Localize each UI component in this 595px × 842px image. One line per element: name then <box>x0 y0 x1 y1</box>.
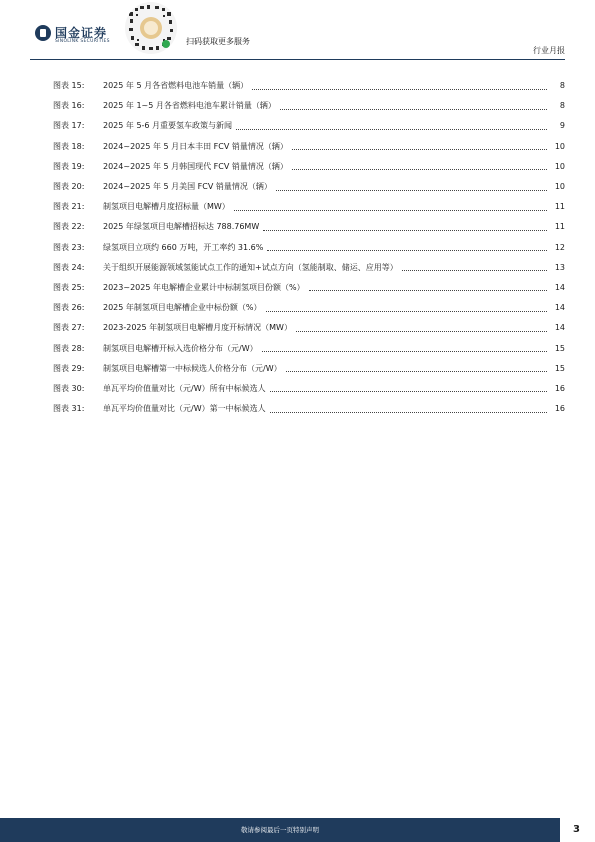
toc-entry-label: 图表 15: <box>53 81 85 91</box>
toc-entry-leader <box>280 108 547 110</box>
toc-entry-leader <box>267 249 547 251</box>
logo-english-name: SINOLINK SECURITIES <box>55 39 110 44</box>
toc-entry[interactable] <box>53 399 565 419</box>
toc-entry-title: 2024~2025 年 5 月韩国现代 FCV 销量情况（辆） <box>103 161 288 171</box>
toc-entry-title: 2025 年 1~5 月各省燃料电池车累计销量（辆） <box>103 101 276 111</box>
toc-entry-page: 16 <box>554 383 565 393</box>
toc-entry[interactable] <box>53 298 565 318</box>
qr-code-icon <box>125 2 177 54</box>
toc-entry-leader <box>292 168 547 170</box>
company-logo-icon <box>35 25 51 41</box>
toc-entry-title: 制氢项目电解槽开标入选价格分布（元/W） <box>103 343 258 353</box>
toc-entry-leader <box>266 310 547 312</box>
page-header <box>0 0 595 60</box>
header-divider <box>30 59 565 60</box>
footer-disclaimer: 敬请参阅最后一页特别声明 <box>241 826 319 834</box>
toc-entry[interactable] <box>53 359 565 379</box>
toc-entry-page: 11 <box>554 202 565 212</box>
toc-entry-page: 11 <box>554 222 565 232</box>
toc-entry-page: 10 <box>554 161 565 171</box>
toc-entry-leader <box>262 350 547 352</box>
toc-entry-page: 10 <box>554 141 565 151</box>
toc-entry-page: 14 <box>554 323 565 333</box>
toc-entry-page: 9 <box>559 121 565 131</box>
toc-entry-title: 2024~2025 年 5 月美国 FCV 销量情况（辆） <box>103 182 272 192</box>
toc-entry-title: 2025 年制氢项目电解槽企业中标份额（%） <box>103 303 262 313</box>
toc-entry-page: 14 <box>554 303 565 313</box>
toc-entry[interactable] <box>53 177 565 197</box>
toc-entry[interactable] <box>53 379 565 399</box>
toc-entry[interactable] <box>53 318 565 338</box>
toc-entry-label: 图表 22: <box>53 222 85 232</box>
toc-entry-title: 2025 年 5-6 月重要氢车政策与新闻 <box>103 121 233 131</box>
toc-entry-title: 2024~2025 年 5 月日本丰田 FCV 销量情况（辆） <box>103 141 288 151</box>
toc-entry-label: 图表 26: <box>53 303 85 313</box>
toc-entry-page: 14 <box>554 282 565 292</box>
toc-entry-title: 制氢项目电解槽第一中标候选人价格分布（元/W） <box>103 363 282 373</box>
toc-entry-label: 图表 27: <box>53 323 85 333</box>
toc-entry[interactable] <box>53 238 565 258</box>
toc-entry-title: 单瓦平均价值量对比（元/W）第一中标候选人 <box>103 404 266 414</box>
toc-entry-title: 2025 年 5 月各省燃料电池车销量（辆） <box>103 81 249 91</box>
toc-entry-label: 图表 31: <box>53 404 85 414</box>
toc-entry[interactable] <box>53 116 565 136</box>
toc-entry-leader <box>263 229 547 231</box>
toc-entry-title: 2023-2025 年制氢项目电解槽月度开标情况（MW） <box>103 323 292 333</box>
toc-entry-label: 图表 19: <box>53 161 85 171</box>
toc-entry-title: 2025 年绿氢项目电解槽招标达 788.76MW <box>103 222 260 232</box>
report-type-label: 行业月报 <box>533 46 565 55</box>
toc-entry-page: 12 <box>554 242 565 252</box>
toc-entry-leader <box>270 390 547 392</box>
toc-entry-label: 图表 28: <box>53 343 85 353</box>
qr-caption: 扫码获取更多服务 <box>186 37 250 46</box>
toc-entry-label: 图表 20: <box>53 182 85 192</box>
toc-entry-page: 15 <box>554 363 565 373</box>
toc-entry-leader <box>309 289 547 291</box>
table-of-contents <box>53 76 565 419</box>
toc-entry-label: 图表 21: <box>53 202 85 212</box>
toc-entry-leader <box>270 411 547 413</box>
toc-entry-title: 制氢项目电解槽月度招标量（MW） <box>103 202 230 212</box>
toc-entry-page: 8 <box>559 81 565 91</box>
toc-entry[interactable] <box>53 157 565 177</box>
toc-entry-title: 关于组织开展能源领域氢能试点工作的通知+试点方向（氢能制取、储运、应用等） <box>103 262 398 272</box>
toc-entry[interactable] <box>53 258 565 278</box>
toc-entry[interactable] <box>53 76 565 96</box>
toc-entry-page: 16 <box>554 404 565 414</box>
toc-entry-title: 绿氢项目立项约 660 万吨，开工率约 31.6% <box>103 242 264 252</box>
toc-entry-leader <box>234 209 547 211</box>
toc-entry-page: 10 <box>554 182 565 192</box>
toc-entry-leader <box>276 189 547 191</box>
toc-entry[interactable] <box>53 197 565 217</box>
toc-entry-label: 图表 25: <box>53 282 85 292</box>
toc-entry-page: 8 <box>559 101 565 111</box>
toc-entry-label: 图表 30: <box>53 383 85 393</box>
toc-entry[interactable] <box>53 217 565 237</box>
toc-entry-label: 图表 29: <box>53 363 85 373</box>
toc-entry-label: 图表 16: <box>53 101 85 111</box>
toc-entry[interactable] <box>53 96 565 116</box>
toc-entry-leader <box>292 148 547 150</box>
toc-entry-leader <box>236 128 547 130</box>
company-logo <box>35 24 125 48</box>
toc-entry-label: 图表 23: <box>53 242 85 252</box>
toc-entry-label: 图表 18: <box>53 141 85 151</box>
toc-entry-title: 2023~2025 年电解槽企业累计中标制氢项目份额（%） <box>103 282 305 292</box>
toc-entry-leader <box>296 330 547 332</box>
toc-entry[interactable] <box>53 137 565 157</box>
toc-entry-label: 图表 24: <box>53 262 85 272</box>
toc-entry-page: 15 <box>554 343 565 353</box>
toc-entry-page: 13 <box>554 262 565 272</box>
toc-entry-label: 图表 17: <box>53 121 85 131</box>
page-number: 3 <box>573 824 580 835</box>
toc-entry[interactable] <box>53 278 565 298</box>
toc-entry[interactable] <box>53 338 565 358</box>
toc-entry-leader <box>252 88 547 90</box>
logo-chinese-name: 国金证券 <box>55 26 108 40</box>
toc-entry-leader <box>286 370 547 372</box>
toc-entry-leader <box>402 269 547 271</box>
toc-entry-title: 单瓦平均价值量对比（元/W）所有中标候选人 <box>103 383 266 393</box>
